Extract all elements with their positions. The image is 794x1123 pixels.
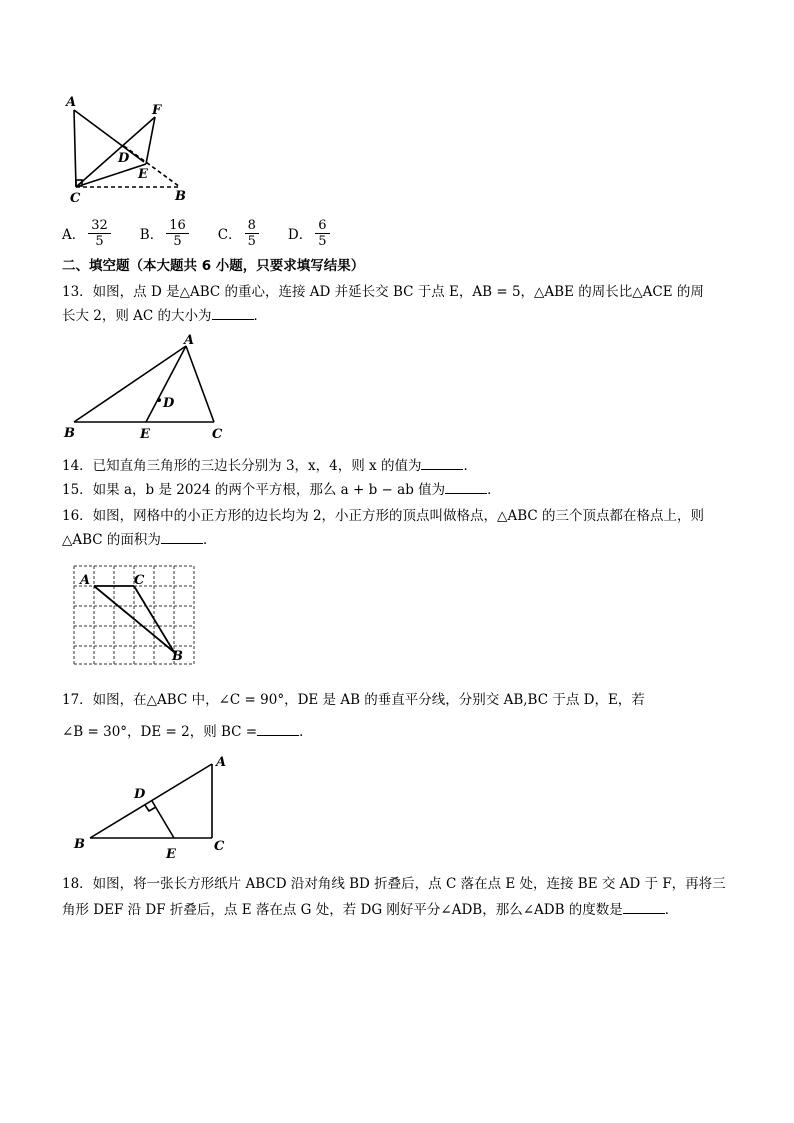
choice-b[interactable]: B． $\frac{16}{5}$ xyxy=(140,218,192,249)
q13-answer-blank[interactable] xyxy=(212,307,254,320)
choice-a[interactable]: A． $\frac{32}{5}$ xyxy=(62,218,114,249)
fig13-label-d: D xyxy=(163,396,175,411)
q14-answer-blank[interactable] xyxy=(421,457,463,470)
fig13-label-a: A xyxy=(184,334,195,348)
q18-line2: 角形 DEF 沿 DF 折叠后，点 E 落在点 G 处，若 DG 刚好平分∠ADB，那么∠ADB 的度数是 ． xyxy=(62,902,679,918)
fig16-label-c: C xyxy=(134,573,145,588)
fig12-label-c: C xyxy=(70,191,81,204)
q17-line1: 17．如图，在△ABC 中，∠C = 90°，DE 是 AB 的垂直平分线，分别交 AB,BC 于点 D，E，若 xyxy=(62,692,645,708)
fig12-label-a: A xyxy=(66,95,77,110)
fig17-label-a: A xyxy=(216,755,227,770)
fig17-diagram xyxy=(68,752,238,862)
q16-line2: △ABC 的面积为 ． xyxy=(62,532,217,548)
section-title: 二、填空题（本大题共 6 小题，只要求填写结果） xyxy=(62,258,365,274)
q15: 15．如果 a，b 是 2024 的两个平方根，那么 a + b − ab 值为 ． xyxy=(62,482,501,498)
fig17-label-b: B xyxy=(74,837,85,852)
fig16-label-a: A xyxy=(80,573,91,588)
q14: 14．已知直角三角形的三边长分别为 3，x，4，则 x 的值为 ． xyxy=(62,458,477,474)
q15-answer-blank[interactable] xyxy=(445,481,487,494)
fig16-label-b: B xyxy=(172,649,183,664)
fig12-label-e: E xyxy=(138,167,148,182)
q16-line1: 16．如图，网格中的小正方形的边长均为 2，小正方形的顶点叫做格点，△ABC 的三个顶点都在格点上，则 xyxy=(62,508,704,524)
fig17-label-d: D xyxy=(134,787,146,802)
q13-line1: 13．如图，点 D 是△ABC 的重心，连接 AD 并延长交 BC 于点 E，AB = 5，△ABE 的周长比△ACE 的周 xyxy=(62,284,704,300)
q12-choices xyxy=(62,214,359,252)
fig16-grid-diagram xyxy=(70,564,198,668)
fig12-label-d: D xyxy=(118,151,130,166)
fig13-label-c: C xyxy=(212,427,223,442)
fig12-diagram xyxy=(62,92,192,204)
q13-line2: 长大 2，则 AC 的大小为 ． xyxy=(62,308,268,324)
fig13-diagram xyxy=(62,334,232,444)
q17-answer-blank[interactable] xyxy=(257,723,299,736)
q18-line1: 18．如图，将一张长方形纸片 ABCD 沿对角线 BD 折叠后，点 C 落在点 E 处，连接 BE 交 AD 于 F，再将三 xyxy=(62,876,726,892)
fig13-label-b: B xyxy=(64,426,75,441)
fig17-label-c: C xyxy=(214,839,225,854)
fig17-label-e: E xyxy=(166,847,176,862)
q16-answer-blank[interactable] xyxy=(161,531,203,544)
choice-c[interactable]: C． $\frac{8}{5}$ xyxy=(218,218,262,249)
choice-d[interactable]: D． $\frac{6}{5}$ xyxy=(288,218,333,249)
q17-line2: ∠B = 30°，DE = 2，则 BC = ． xyxy=(62,724,313,740)
fig12-label-b: B xyxy=(175,189,186,204)
q18-answer-blank[interactable] xyxy=(623,901,665,914)
fig12-label-f: F xyxy=(152,103,162,118)
fig13-label-e: E xyxy=(140,427,150,442)
